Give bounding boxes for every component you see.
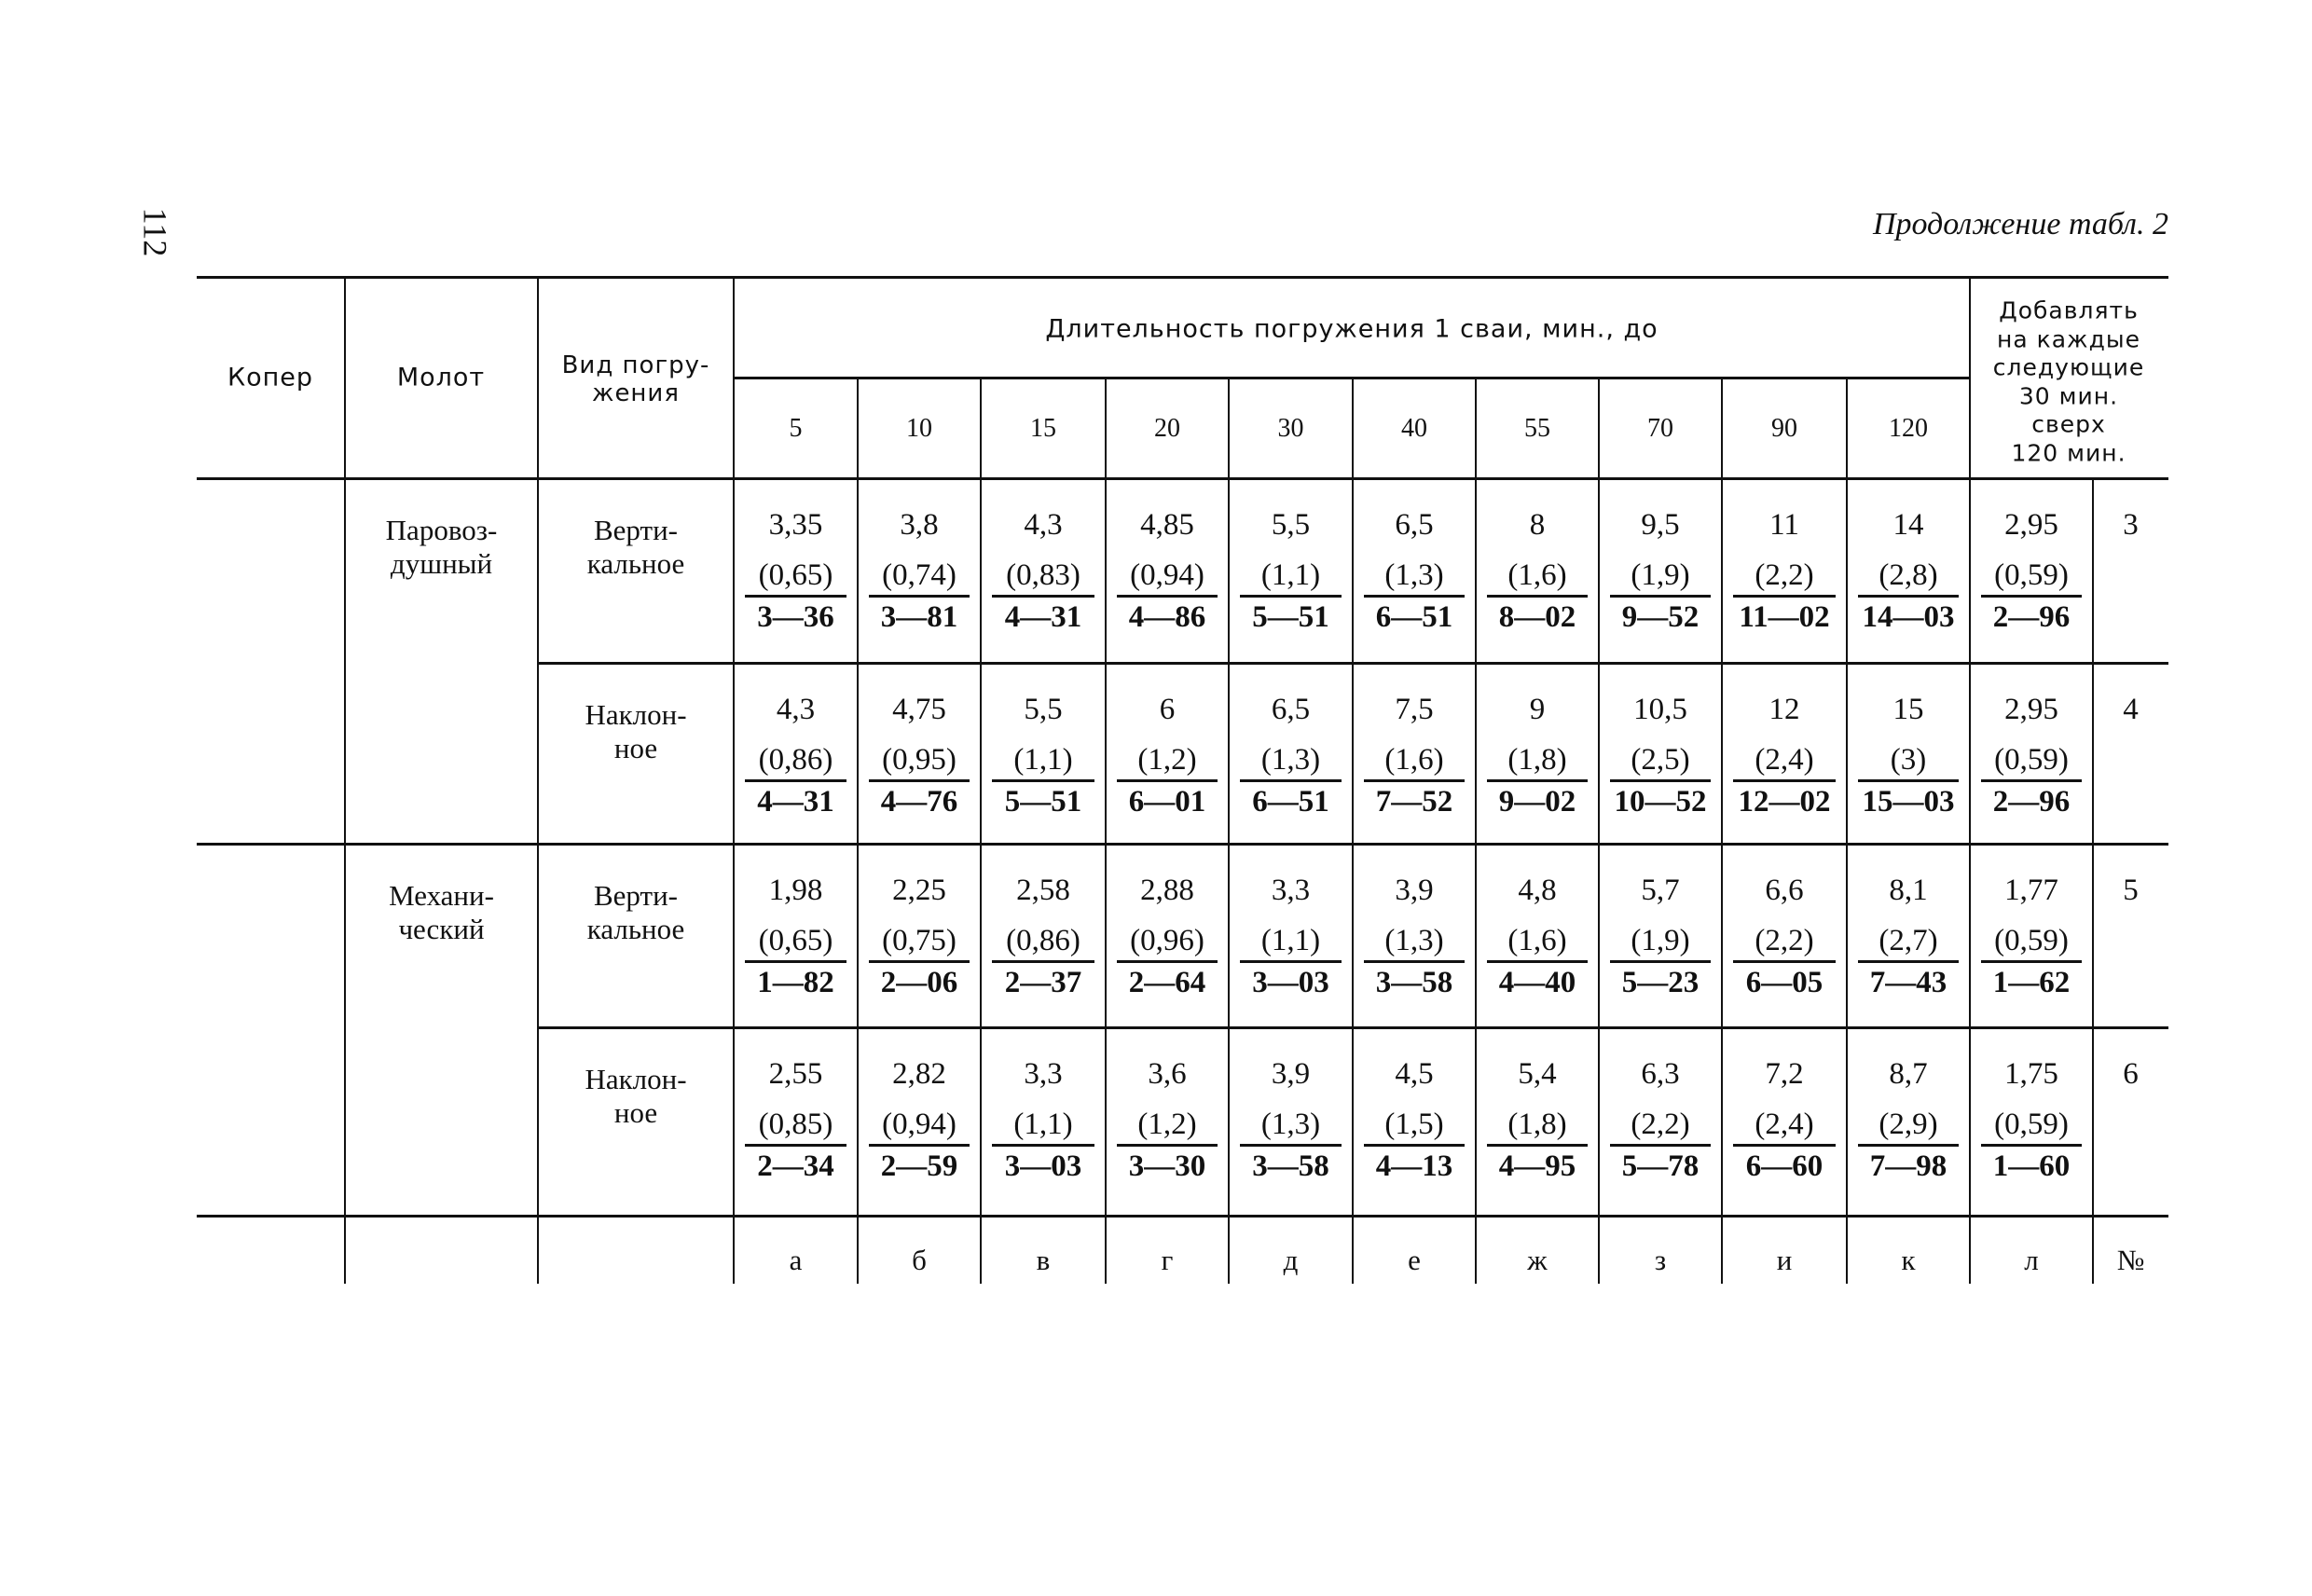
cell-value: 7,2 (1765, 1057, 1804, 1091)
header-molot: Молот (396, 363, 486, 392)
cell-value-paren: (1,1) (1013, 743, 1073, 777)
fraction-bar (992, 960, 1094, 963)
table-cell (1599, 663, 1722, 844)
table-cell (981, 844, 1106, 1027)
cell-value: 4,3 (776, 693, 816, 726)
table-cell (1847, 844, 1970, 1027)
cell-value-paren: (2,2) (1631, 1108, 1690, 1141)
cell-value-bottom: 5—78 (1621, 1149, 1700, 1183)
cell-value-bottom: 2—96 (1992, 600, 2071, 634)
fraction-bar (1610, 960, 1711, 963)
cell-value-bottom: 3—58 (1375, 966, 1453, 999)
cell-value-bottom: 7—52 (1375, 785, 1453, 819)
hammer-type: Механи- ческий (389, 879, 494, 945)
cell-value: 4,8 (1518, 874, 1557, 907)
hammer-type: Паровоз- душный (385, 514, 498, 580)
fraction-bar (1858, 595, 1959, 598)
cell-value-bottom: 10—52 (1614, 785, 1707, 819)
fraction-bar (869, 595, 970, 598)
column-letter: б (912, 1244, 927, 1277)
fraction-bar (1117, 595, 1218, 598)
row-number: 4 (2123, 693, 2139, 726)
cell-value: 9,5 (1641, 508, 1680, 542)
cell-value-paren: (0,85) (758, 1108, 833, 1141)
cell-value-paren: (0,86) (758, 743, 833, 777)
cell-value-paren: (1,6) (1507, 924, 1567, 957)
table-cell (981, 478, 1106, 663)
cell-value-paren: (0,96) (1130, 924, 1204, 957)
cell-value: 8,1 (1889, 874, 1928, 907)
cell-value-paren: (1,1) (1260, 558, 1321, 592)
cell-value-bottom: 12—02 (1738, 785, 1831, 819)
fraction-bar (1240, 779, 1342, 782)
cell-value: 9 (1529, 693, 1546, 726)
cell-value: 2,25 (892, 874, 946, 907)
cell-value-bottom: 5—51 (1004, 785, 1082, 819)
cell-value-paren: (0,94) (882, 1108, 956, 1141)
cell-value-paren: (3) (1890, 743, 1927, 777)
cell-value-paren: (0,59) (1994, 743, 2069, 777)
table-cell (1970, 478, 2093, 663)
table-cell (1722, 1027, 1847, 1216)
column-letter: к (1901, 1244, 1916, 1277)
cell-value: 15 (1892, 693, 1924, 726)
cell-value-paren: (1,8) (1507, 1108, 1567, 1141)
row-number: 5 (2123, 874, 2139, 907)
fraction-bar (1610, 1144, 1711, 1147)
cell-value-paren: (0,65) (758, 558, 833, 592)
table-cell (1106, 844, 1229, 1027)
cell-value-bottom: 4—76 (880, 785, 958, 819)
cell-value-paren: (2,2) (1755, 558, 1814, 592)
table-cell (1599, 844, 1722, 1027)
header-duration-40: 40 (1401, 413, 1427, 443)
table-cell (1722, 478, 1847, 663)
cell-value-bottom: 3—03 (1004, 1149, 1082, 1183)
cell-value: 6,3 (1641, 1057, 1680, 1091)
header-duration-10: 10 (906, 413, 932, 443)
cell-value-bottom: 6—51 (1375, 600, 1453, 634)
cell-value-paren: (1,1) (1013, 1108, 1073, 1141)
fraction-bar (745, 595, 846, 598)
cell-value: 12 (1768, 693, 1800, 726)
header-duration-30: 30 (1277, 413, 1304, 443)
table-cell (1847, 663, 1970, 844)
cell-value: 8,7 (1889, 1057, 1928, 1091)
table-continuation-title: Продолжение табл. 2 (1872, 207, 2168, 241)
cell-value-bottom: 3—30 (1128, 1149, 1206, 1183)
fraction-bar (1733, 960, 1836, 963)
cell-value: 2,95 (2004, 508, 2058, 542)
cell-value-bottom: 1—62 (1992, 966, 2071, 999)
header-add-per-30-min: Добавлять на каждые следующие 30 мин. сверх 120 мин. (1992, 296, 2145, 466)
table-cell (1353, 663, 1476, 844)
column-letter: ж (1527, 1244, 1548, 1277)
cell-value-bottom: 3—36 (757, 600, 834, 634)
fraction-bar (1240, 595, 1342, 598)
fraction-bar (745, 1144, 846, 1147)
fraction-bar (869, 779, 970, 782)
table-cell (981, 1027, 1106, 1216)
cell-value-bottom: 2—34 (757, 1149, 834, 1183)
table-cell (1476, 844, 1599, 1027)
header-duration: Длительность погружения 1 сваи, мин., до (1045, 314, 1658, 344)
table-cell (1476, 1027, 1599, 1216)
table-cell (858, 844, 981, 1027)
cell-value: 1,98 (768, 874, 823, 907)
table-cell (734, 478, 858, 663)
cell-value-bottom: 2—06 (880, 966, 958, 999)
cell-value-paren: (0,65) (758, 924, 833, 957)
cell-value: 4,3 (1024, 508, 1063, 542)
fraction-bar (1981, 960, 2082, 963)
cell-value: 1,77 (2004, 874, 2058, 907)
fraction-bar (1610, 595, 1711, 598)
cell-value: 5,5 (1024, 693, 1063, 726)
cell-value: 6,5 (1271, 693, 1311, 726)
table-cell (858, 663, 981, 844)
cell-value-paren: (0,59) (1994, 924, 2069, 957)
driving-mode: Верти- кальное (586, 879, 685, 945)
header-vid-pogruzheniya: Вид погру- жения (561, 351, 710, 407)
fraction-bar (1364, 1144, 1465, 1147)
table-cell (1229, 1027, 1353, 1216)
header-duration-15: 15 (1030, 413, 1056, 443)
table-cell (1353, 1027, 1476, 1216)
cell-value: 3,6 (1148, 1057, 1187, 1091)
table-cell (1476, 663, 1599, 844)
cell-value: 3,3 (1271, 874, 1311, 907)
fraction-bar (992, 779, 1094, 782)
fraction-bar (1364, 779, 1465, 782)
table-cell (1970, 663, 2093, 844)
cell-value-bottom: 9—02 (1498, 785, 1576, 819)
cell-value: 5,5 (1271, 508, 1311, 542)
header-duration-120: 120 (1889, 413, 1928, 443)
table-cell (858, 478, 981, 663)
table-cell (1722, 663, 1847, 844)
column-letter: е (1408, 1244, 1421, 1277)
cell-value-paren: (1,6) (1507, 558, 1567, 592)
cell-value-paren: (1,8) (1507, 743, 1567, 777)
cell-value-bottom: 7—98 (1869, 1149, 1947, 1183)
row-number: 3 (2123, 508, 2139, 542)
cell-value-bottom: 5—51 (1252, 600, 1329, 634)
fraction-bar (1981, 779, 2082, 782)
cell-value: 1,75 (2004, 1057, 2058, 1091)
fraction-bar (1733, 1144, 1836, 1147)
column-letter: з (1654, 1244, 1667, 1277)
cell-value-bottom: 6—51 (1252, 785, 1329, 819)
fraction-bar (1487, 595, 1588, 598)
column-letter: г (1161, 1244, 1174, 1277)
cell-value-bottom: 3—58 (1252, 1149, 1329, 1183)
fraction-bar (1487, 779, 1588, 782)
cell-value-paren: (1,3) (1260, 743, 1321, 777)
page-number: 112 (136, 207, 174, 257)
cell-value: 3,35 (768, 508, 823, 542)
table-cell (1353, 478, 1476, 663)
cell-value: 3,9 (1271, 1057, 1311, 1091)
table-cell (1599, 478, 1722, 663)
cell-value: 8 (1529, 508, 1546, 542)
header-duration-70: 70 (1647, 413, 1673, 443)
table-cell (1476, 478, 1599, 663)
cell-value-bottom: 6—01 (1128, 785, 1206, 819)
column-letter: № (2116, 1244, 2145, 1277)
cell-value-paren: (0,74) (882, 558, 956, 592)
cell-value-bottom: 4—86 (1128, 600, 1206, 634)
table-cell (1847, 478, 1970, 663)
fraction-bar (1733, 595, 1836, 598)
cell-value-bottom: 14—03 (1862, 600, 1955, 634)
cell-value-bottom: 4—95 (1498, 1149, 1576, 1183)
table-cell (1106, 663, 1229, 844)
cell-value-bottom: 8—02 (1498, 600, 1576, 634)
driving-mode: Наклон- ное (585, 1063, 687, 1129)
cell-value-bottom: 9—52 (1621, 600, 1700, 634)
fraction-bar (869, 960, 970, 963)
cell-value: 2,82 (892, 1057, 946, 1091)
cell-value: 4,85 (1140, 508, 1194, 542)
table-cell (1229, 844, 1353, 1027)
fraction-bar (1364, 960, 1465, 963)
table-cell (734, 663, 858, 844)
cell-value-bottom: 4—40 (1498, 966, 1576, 999)
fraction-bar (1117, 779, 1218, 782)
cell-value-bottom: 11—02 (1739, 600, 1830, 634)
cell-value-paren: (0,83) (1006, 558, 1080, 592)
cell-value: 2,95 (2004, 693, 2058, 726)
fraction-bar (1858, 779, 1959, 782)
fraction-bar (1858, 1144, 1959, 1147)
cell-value-paren: (0,59) (1994, 1108, 2069, 1141)
cell-value-paren: (1,6) (1384, 743, 1444, 777)
cell-value-bottom: 3—03 (1252, 966, 1329, 999)
fraction-bar (1858, 960, 1959, 963)
cell-value-bottom: 2—59 (880, 1149, 958, 1183)
cell-value-paren: (1,2) (1137, 1108, 1197, 1141)
cell-value: 2,55 (768, 1057, 823, 1091)
header-duration-20: 20 (1154, 413, 1180, 443)
driving-mode: Наклон- ное (585, 698, 687, 764)
column-letter: л (2024, 1244, 2039, 1277)
cell-value-bottom: 4—13 (1375, 1149, 1453, 1183)
fraction-bar (1733, 779, 1836, 782)
cell-value: 3,8 (900, 508, 939, 542)
cell-value-paren: (1,3) (1384, 558, 1444, 592)
column-letter: в (1036, 1244, 1051, 1277)
cell-value-paren: (0,75) (882, 924, 956, 957)
table-cell (1722, 844, 1847, 1027)
table-cell (734, 1027, 858, 1216)
header-duration-55: 55 (1524, 413, 1550, 443)
fraction-bar (1117, 1144, 1218, 1147)
cell-value-paren: (2,4) (1755, 743, 1814, 777)
fraction-bar (1240, 960, 1342, 963)
cell-value-paren: (2,4) (1755, 1108, 1814, 1141)
fraction-bar (1981, 595, 2082, 598)
cell-value-paren: (0,86) (1006, 924, 1080, 957)
cell-value-paren: (1,9) (1631, 558, 1690, 592)
cell-value-bottom: 6—05 (1745, 966, 1823, 999)
cell-value: 3,3 (1024, 1057, 1063, 1091)
fraction-bar (1117, 960, 1218, 963)
fraction-bar (1487, 960, 1588, 963)
cell-value-bottom: 2—96 (1992, 785, 2071, 819)
cell-value-bottom: 15—03 (1862, 785, 1955, 819)
cell-value: 3,9 (1395, 874, 1434, 907)
cell-value-bottom: 7—43 (1869, 966, 1947, 999)
cell-value: 6 (1159, 693, 1176, 726)
table-cell (1229, 478, 1353, 663)
cell-value-paren: (0,95) (882, 743, 956, 777)
table-cell (1106, 1027, 1229, 1216)
fraction-bar (992, 1144, 1094, 1147)
cell-value-bottom: 4—31 (757, 785, 834, 819)
column-letter: д (1283, 1244, 1299, 1277)
cell-value-paren: (1,3) (1260, 1108, 1321, 1141)
header-koper: Копер (227, 363, 314, 392)
table-cell (1229, 663, 1353, 844)
cell-value-paren: (0,59) (1994, 558, 2069, 592)
cell-value-paren: (2,9) (1878, 1108, 1938, 1141)
cell-value-bottom: 4—31 (1004, 600, 1082, 634)
cell-value: 7,5 (1395, 693, 1434, 726)
cell-value: 2,58 (1016, 874, 1070, 907)
cell-value: 6,6 (1765, 874, 1804, 907)
fraction-bar (745, 960, 846, 963)
cell-value: 11 (1769, 508, 1799, 542)
fraction-bar (1610, 779, 1711, 782)
table-cell (734, 844, 858, 1027)
cell-value: 2,88 (1140, 874, 1194, 907)
fraction-bar (1981, 1144, 2082, 1147)
column-rule (537, 277, 539, 1284)
cell-value-paren: (1,5) (1384, 1108, 1444, 1141)
table-cell (981, 663, 1106, 844)
table-cell (858, 1027, 981, 1216)
cell-value: 10,5 (1633, 693, 1687, 726)
cell-value-paren: (0,94) (1130, 558, 1204, 592)
cell-value: 4,5 (1395, 1057, 1434, 1091)
column-letter: и (1776, 1244, 1793, 1277)
cell-value-paren: (1,9) (1631, 924, 1690, 957)
cell-value-bottom: 6—60 (1745, 1149, 1823, 1183)
table-cell (1847, 1027, 1970, 1216)
row-number: 6 (2123, 1057, 2139, 1091)
column-rule (344, 277, 346, 1284)
cell-value-bottom: 2—37 (1004, 966, 1082, 999)
cell-value-paren: (1,2) (1137, 743, 1197, 777)
cell-value-paren: (2,8) (1878, 558, 1938, 592)
cell-value-bottom: 2—64 (1128, 966, 1206, 999)
cell-value: 4,75 (892, 693, 946, 726)
cell-value-bottom: 1—60 (1992, 1149, 2071, 1183)
cell-value-paren: (2,5) (1631, 743, 1690, 777)
column-letter: а (789, 1244, 803, 1277)
cell-value: 5,7 (1641, 874, 1680, 907)
fraction-bar (1364, 595, 1465, 598)
cell-value-paren: (2,7) (1878, 924, 1938, 957)
table-cell (1970, 844, 2093, 1027)
cell-value-paren: (1,1) (1260, 924, 1321, 957)
cell-value-paren: (2,2) (1755, 924, 1814, 957)
cell-value-bottom: 3—81 (880, 600, 958, 634)
cell-value-paren: (1,3) (1384, 924, 1444, 957)
cell-value: 14 (1892, 508, 1924, 542)
cell-value: 6,5 (1395, 508, 1434, 542)
header-duration-5: 5 (789, 413, 803, 443)
table-cell (1599, 1027, 1722, 1216)
header-duration-90: 90 (1771, 413, 1797, 443)
fraction-bar (1240, 1144, 1342, 1147)
cell-value-bottom: 5—23 (1621, 966, 1700, 999)
cell-value-bottom: 1—82 (757, 966, 834, 999)
cell-value: 5,4 (1518, 1057, 1557, 1091)
fraction-bar (1487, 1144, 1588, 1147)
table-cell (1353, 844, 1476, 1027)
table-cell (1106, 478, 1229, 663)
fraction-bar (992, 595, 1094, 598)
fraction-bar (869, 1144, 970, 1147)
driving-mode: Верти- кальное (586, 514, 685, 580)
fraction-bar (745, 779, 846, 782)
table-cell (1970, 1027, 2093, 1216)
table-top-rule (197, 276, 2168, 279)
